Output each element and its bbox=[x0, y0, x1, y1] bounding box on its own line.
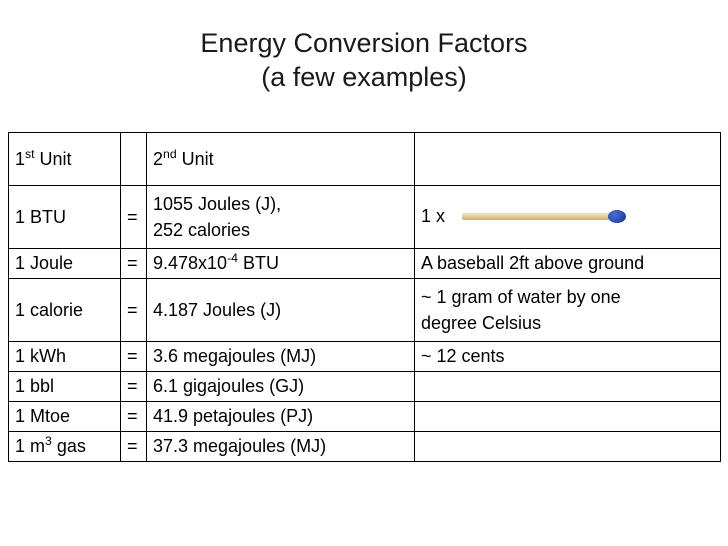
match-head bbox=[608, 210, 626, 223]
row-calorie-note bbox=[415, 279, 721, 342]
header-unit2-sup: nd bbox=[163, 146, 177, 161]
table-row bbox=[9, 432, 721, 462]
row-btu-note bbox=[415, 186, 721, 249]
table-row bbox=[9, 402, 721, 432]
row-calorie-unit: 1 calorie bbox=[9, 279, 121, 342]
row-btu-value bbox=[147, 186, 415, 249]
row-kwh-value: 3.6 megajoules (MJ) bbox=[147, 342, 415, 372]
conversion-table-wrapper bbox=[8, 132, 720, 462]
row-btu-unit: 1 BTU bbox=[9, 186, 121, 249]
row-mtoe-equals: = bbox=[121, 402, 147, 432]
row-bbl-unit: 1 bbl bbox=[9, 372, 121, 402]
row-m3gas-unit-post: gas bbox=[51, 436, 86, 456]
row-kwh-equals: = bbox=[121, 342, 147, 372]
header-unit2-number: 2 bbox=[153, 148, 164, 169]
row-m3gas-unit bbox=[9, 432, 121, 462]
row-m3gas-unit-pre: 1 m bbox=[15, 436, 46, 456]
row-joule-equals: = bbox=[121, 249, 147, 279]
header-unit1-sup: st bbox=[25, 146, 35, 161]
row-calorie-value: 4.187 Joules (J) bbox=[147, 279, 415, 342]
header-cell-unit1 bbox=[9, 133, 121, 186]
row-joule-value-pre: 9.478x10 bbox=[153, 253, 228, 273]
match-stick bbox=[462, 213, 610, 220]
row-bbl-equals: = bbox=[121, 372, 147, 402]
row-mtoe-unit: 1 Mtoe bbox=[9, 402, 121, 432]
table-row bbox=[9, 186, 721, 249]
row-kwh-note: ~ 12 cents bbox=[415, 342, 721, 372]
title-line-2: (a few examples) bbox=[261, 62, 467, 92]
header-unit2-rest: Unit bbox=[176, 148, 214, 169]
row-joule-value-post: BTU bbox=[237, 253, 279, 273]
row-calorie-note-line1: ~ 1 gram of water by one bbox=[421, 287, 621, 307]
header-unit1-number: 1 bbox=[15, 148, 26, 169]
row-btu-value-line2: 252 calories bbox=[153, 220, 251, 240]
row-m3gas-equals: = bbox=[121, 432, 147, 462]
row-calorie-note-line2: degree Celsius bbox=[421, 313, 542, 333]
page-title bbox=[0, 0, 728, 94]
row-bbl-value: 6.1 gigajoules (GJ) bbox=[147, 372, 415, 402]
row-bbl-note bbox=[415, 372, 721, 402]
row-kwh-unit: 1 kWh bbox=[9, 342, 121, 372]
row-joule-value bbox=[147, 249, 415, 279]
row-m3gas-value: 37.3 megajoules (MJ) bbox=[147, 432, 415, 462]
match-icon bbox=[462, 207, 626, 228]
table-row bbox=[9, 249, 721, 279]
table-header-row bbox=[9, 133, 721, 186]
header-cell-unit2 bbox=[147, 133, 415, 186]
row-joule-note: A baseball 2ft above ground bbox=[415, 249, 721, 279]
conversion-table bbox=[8, 132, 721, 462]
row-mtoe-value: 41.9 petajoules (PJ) bbox=[147, 402, 415, 432]
row-m3gas-note bbox=[415, 432, 721, 462]
row-btu-value-line1: 1055 Joules (J), bbox=[153, 194, 282, 214]
title-line-1: Energy Conversion Factors bbox=[200, 28, 528, 58]
table-row bbox=[9, 342, 721, 372]
match-graphic bbox=[462, 210, 626, 223]
row-btu-note-text: 1 x bbox=[421, 206, 446, 227]
row-joule-unit: 1 Joule bbox=[9, 249, 121, 279]
row-mtoe-note bbox=[415, 402, 721, 432]
table-row bbox=[9, 279, 721, 342]
row-calorie-equals: = bbox=[121, 279, 147, 342]
table-row bbox=[9, 372, 721, 402]
row-btu-equals: = bbox=[121, 186, 147, 249]
header-unit1-rest: Unit bbox=[34, 148, 72, 169]
header-cell-equals bbox=[121, 133, 147, 186]
header-cell-note bbox=[415, 133, 721, 186]
row-joule-value-sup: -4 bbox=[227, 251, 238, 265]
row-m3gas-unit-sup: 3 bbox=[45, 434, 52, 448]
